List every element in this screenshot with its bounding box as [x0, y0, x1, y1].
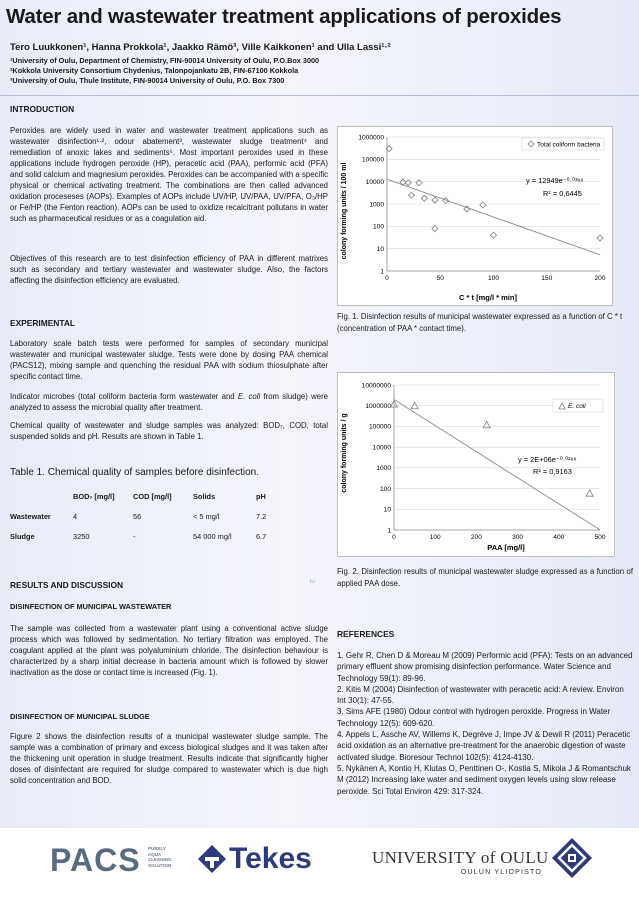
trendline-equation: y = 12949e⁻⁰·⁰³⁹ˣ — [526, 176, 584, 185]
y-tick-label: 1000 — [376, 465, 391, 473]
legend — [553, 399, 603, 412]
x-tick-label: 0 — [385, 275, 389, 282]
x-tick-label: 500 — [594, 534, 606, 541]
y-tick-label: 100000 — [368, 423, 391, 431]
y-tick-label: 100 — [372, 223, 384, 231]
data-point — [483, 421, 490, 428]
reference-item: 3. Sims AFE (1980) Odour control with hydrogen peroxide. Progress in Water Technology 12(5): 609-620. — [337, 707, 611, 728]
results-heading: RESULTS AND DISCUSSION — [10, 580, 124, 590]
table-header-cell: BOD₇ [mg/l] — [73, 491, 115, 501]
author-list: Tero Luukkonen¹, Hanna Prokkola¹, Jaakko Rämö³, Ville Kaikkonen¹ and Ulla Lassi¹·² — [10, 42, 391, 53]
references-heading: REFERENCES — [337, 629, 395, 639]
y-tick-label: 1 — [380, 268, 384, 276]
figure-1-caption: Fig. 1. Disinfection results of municipal wastewater expressed as a function of C * t (concentration of PAA * contact time). — [337, 312, 623, 333]
y-tick-label: 10000 — [365, 178, 384, 186]
table-cell: 54 000 mg/l — [193, 531, 232, 541]
data-point — [421, 195, 427, 201]
oulu-subtitle: OULUN YLIOPISTO — [460, 869, 542, 876]
data-point — [597, 235, 603, 241]
data-point — [480, 202, 486, 208]
poster-title: Water and wastewater treatment applications of peroxides — [6, 5, 562, 28]
affiliation-3: ³University of Oulu, Thule Institute, FIN-90014 University of Oulu, P.O. Box 7300 — [10, 76, 285, 85]
table-header-cell: Solids — [193, 491, 216, 501]
y-tick-label: 1000000 — [365, 403, 391, 411]
table-cell: Wastewater — [10, 511, 51, 521]
pacs-logo — [50, 842, 171, 879]
reference-item: 5. Nykänen A, Kontio H, Klutas O, Penttinen O-, Kostia S, Mikola J & Romantschuk M (2012) Increasing lake water and sediment oxygen levels using slow release peroxide. Sci Total Environ 429: 317-324. — [337, 763, 631, 796]
legend — [522, 138, 604, 150]
x-axis-label: C * t [mg/l * min] — [459, 293, 517, 302]
tekes-wordmark: Tekes — [229, 842, 312, 875]
table-cell: - — [133, 531, 136, 541]
figure-2-chart — [337, 372, 615, 557]
x-tick-label: 100 — [429, 534, 441, 541]
table-row — [10, 506, 286, 526]
affiliation-1: ¹University of Oulu, Department of Chemistry, FIN-90014 University of Oulu, P.O.Box 3000 — [10, 56, 320, 65]
table-header-row — [10, 486, 286, 506]
trendline-equation: y = 2E+06e⁻⁰·⁰²⁹ˣ — [518, 455, 577, 464]
y-tick-label: 1000000 — [358, 134, 384, 142]
legend-label: Total coliform bacteria — [537, 141, 601, 149]
figure-2-caption: Fig. 2. Disinfection results of municipal wastewater sludge expressed as a function of applied PAA dose. — [337, 567, 633, 588]
reference-item: 4. Appels L, Assche AV, Willems K, Degrève J, Impe JV & Dewil R (2011) Peracetic acid oxidation as an alternative pre-treatment for the anaerobic digestion of waste activated sludge. Bioresour Technol 102(5): 4124-4130. — [337, 730, 631, 762]
y-tick-label: 100 — [379, 485, 391, 493]
x-tick-label: 200 — [470, 534, 482, 541]
experimental-paragraph-1: Laboratory scale batch tests were performed for samples of secondary municipal wastewater and municipal wastewater sludge. Tests were done by dosing PAA chemical (PACS12), mixing sample and quenching the residual PAA with sodium thiosulphate after specific contact time. — [10, 339, 328, 381]
x-tick-label: 150 — [541, 275, 553, 282]
introduction-paragraph-2: Objectives of this research are to test disinfection efficiency of PAA in different matrixes such as secondary and tertiary wastewater and wastewater sludge. Also, the factors affecting the disinfection efficiency are evaluated. — [10, 254, 328, 285]
table — [10, 486, 286, 546]
r-squared: R² = 0,9163 — [533, 467, 572, 476]
pacs-wordmark: PACS — [50, 842, 141, 878]
affiliation-2: ²Kokkola University Consortium Chydenius, Talonpojankatu 2B, FIN-67100 Kokkola — [10, 66, 299, 75]
table-row — [10, 526, 286, 546]
experimental-paragraph-3: Chemical quality of wastewater and sludge samples was analyzed: BOD₇, COD, total suspended solids and pH. Results are shown in Table 1. — [10, 421, 328, 441]
table-cell: Sludge — [10, 531, 35, 541]
results-paragraph-1: The sample was collected from a wastewater plant using a conventional active sludge process which was followed by sedimentation. No tertiary filtration was employed. The coagulant applied at the plant was polyaluminium chloride. The disinfection behaviour is characterized by a sharp initial decrease in bacteria amount which is followed by slower inactivation as the dose or contact time is increased (Fig. 1). — [10, 624, 328, 677]
pacs-tagline: PURELY AQUA CLEANING SOLUTION — [147, 846, 172, 868]
data-point — [586, 490, 593, 497]
y-tick-label: 10 — [376, 245, 384, 253]
table-header-cell: COD [mg/l] — [133, 491, 172, 501]
reference-list — [337, 650, 633, 797]
table-cell: 4 — [73, 511, 78, 521]
reference-item: 1. Gehr R, Chen D & Moreau M (2009) Performic acid (PFA): Tests on an advanced primary effluent show promising disinfection performance. Water Science and Technology 59(1): 89-96. — [337, 651, 633, 683]
legend-label: E. coli — [568, 403, 586, 410]
sludge-subheading: DISINFECTION OF MUNICIPAL SLUDGE — [10, 712, 150, 721]
y-tick-label: 100000 — [361, 156, 384, 164]
x-axis-label: PAA [mg/l] — [487, 543, 525, 552]
x-tick-label: 200 — [594, 275, 606, 282]
y-tick-label: 1000 — [369, 201, 384, 209]
table-header-cell — [10, 486, 73, 506]
y-axis-label: colony forming units / 100 ml — [341, 162, 348, 260]
oulu-wordmark: UNIVERSITY of OULU — [372, 848, 549, 867]
table-cell: 6.7 — [256, 531, 267, 541]
table-caption: Table 1. Chemical quality of samples before disinfection. — [10, 467, 260, 478]
table-header-cell: pH — [256, 491, 266, 501]
oulu-logo — [372, 848, 549, 876]
x-tick-label: 300 — [512, 534, 524, 541]
oulu-emblem-icon — [550, 836, 594, 880]
y-tick-label: 10000 — [372, 444, 391, 452]
table-cell: 56 — [133, 511, 142, 521]
header-divider — [0, 95, 639, 96]
stray-mark: b.i — [310, 579, 316, 585]
data-point — [405, 180, 411, 186]
table-cell: 3250 — [73, 531, 90, 541]
data-point — [491, 232, 497, 238]
data-point — [408, 192, 414, 198]
data-point — [432, 197, 438, 203]
trendline — [394, 399, 600, 529]
x-tick-label: 400 — [553, 534, 565, 541]
wastewater-subheading: DISINFECTION OF MUNICIPAL WASTEWATER — [10, 602, 172, 611]
results-paragraph-2: Figure 2 shows the disinfection results of a municipal wastewater sludge sample. The sample was a combination of primary and excess biological sludges and it was taken after the thickening unit operation in sludge treatment. Results indicate that significantly higher doses of disinfectant are required for sludge compared to wastewater which is due high solid concentration and BOD. — [10, 732, 328, 785]
x-tick-label: 100 — [487, 275, 500, 282]
experimental-heading: EXPERIMENTAL — [10, 318, 75, 328]
y-tick-label: 10000000 — [361, 382, 391, 390]
experimental-paragraph-2: Indicator microbes (total coliform bacteria form wastewater and E. coli from sludge) were analyzed to assess the microbial quality after treatment. — [10, 392, 328, 412]
reference-item: 2. Kitis M (2004) Disinfection of wastewater with peracetic acid: A review. Environ Int 30(1): 47-55. — [337, 684, 624, 706]
y-axis-label: colony forming units / g — [341, 413, 348, 493]
table-cell: < 5 mg/l — [193, 511, 220, 521]
introduction-paragraph-1: Peroxides are widely used in water and wastewater treatment applications such as wastewater disinfection¹·², odour abatement³, wastewater sludge treatment⁴ and remediation of anoxic lakes and sediments⁵. Most important peroxides used in these applications include hydrogen peroxide (HP), peracetic acid (PAA), performic acid (PFA) and solid calcium and magnesium peroxides. Peroxides can be accompanied with a specific physical or chemical activating treatment. The combinations are then called advanced oxidation proceseses (AOPs). Examples of AOPs include UV/HP, UV/PAA, UV/PFA, O₃/HP or Fe/HP (the Fenton reaction). AOPs can be used to oxidize recalcitrant pollutans in water such as pharmaceutical residues or as a coagulation aid. — [10, 126, 328, 223]
r-squared: R² = 0,6445 — [543, 189, 582, 198]
figure-1-chart — [337, 126, 613, 306]
y-tick-label: 10 — [383, 506, 391, 514]
logo-strip — [0, 828, 639, 903]
introduction-heading: INTRODUCTION — [10, 104, 75, 114]
y-tick-label: 1 — [387, 527, 391, 535]
x-tick-label: 0 — [392, 534, 396, 541]
x-tick-label: 50 — [436, 275, 444, 282]
tekes-logo — [197, 842, 312, 879]
chemical-quality-table — [10, 486, 310, 546]
data-point — [416, 180, 422, 186]
table-cell: 7.2 — [256, 511, 267, 521]
tekes-emblem-icon — [197, 844, 227, 874]
